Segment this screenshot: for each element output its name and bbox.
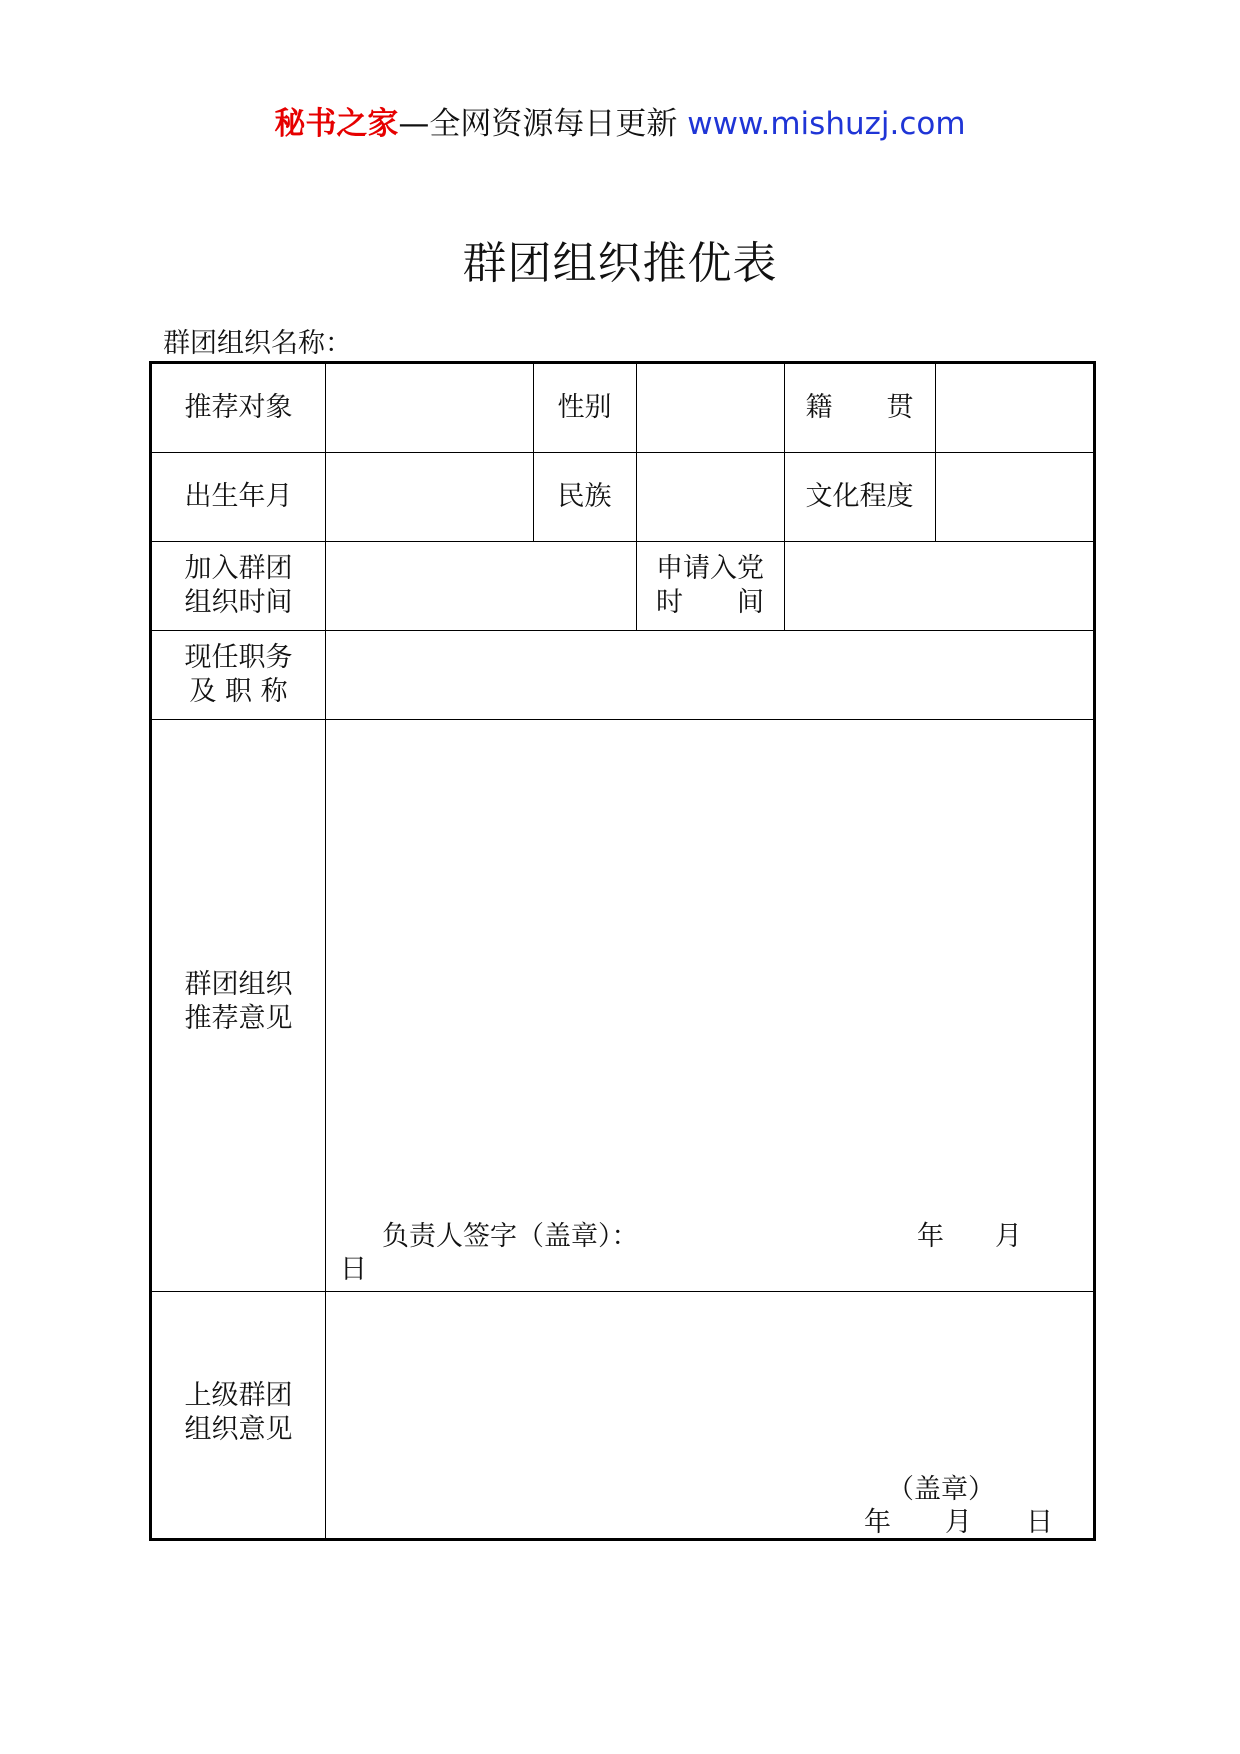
header-slogan: —全网资源每日更新 [398,106,678,142]
header-banner [0,104,1240,144]
row-divider [152,1291,1093,1292]
row-divider [152,452,1093,453]
brand-name: 秘书之家 [274,106,399,142]
col-divider [935,364,936,541]
party-apply-time-label: 申请入党 时 间 [656,553,764,618]
approval-date-line: 年 月 日 [864,1507,1053,1538]
native-place-label: 籍 贯 [805,392,914,423]
signature-month: 月 [995,1221,1022,1252]
seal-text: （盖章） [887,1474,995,1505]
col-divider [325,364,326,1538]
join-time-label: 加入群团 组织时间 [184,553,293,618]
recommendation-form-table [149,361,1096,1541]
recommend-opinion-label: 群团组织 推荐意见 [184,969,293,1034]
row-divider [152,719,1093,720]
row-divider [152,541,1093,542]
signature-line: 负责人签字（盖章）： [382,1221,639,1252]
org-name-label: 群团组织名称： [163,328,352,359]
nominee-label: 推荐对象 [184,392,293,423]
site-url-link[interactable]: www.mishuzj.com [687,106,966,142]
signature-year: 年 [917,1221,944,1252]
position-title-label: 现任职务 及 职 称 [184,642,293,707]
birth-date-label: 出生年月 [184,481,293,512]
gender-label: 性别 [557,392,612,423]
superior-opinion-label: 上级群团 组织意见 [184,1380,293,1445]
signature-day: 日 [340,1254,367,1285]
ethnicity-label: 民族 [557,481,612,512]
row-divider [152,630,1093,631]
education-label: 文化程度 [805,481,914,512]
document-title: 群团组织推优表 [462,238,778,289]
